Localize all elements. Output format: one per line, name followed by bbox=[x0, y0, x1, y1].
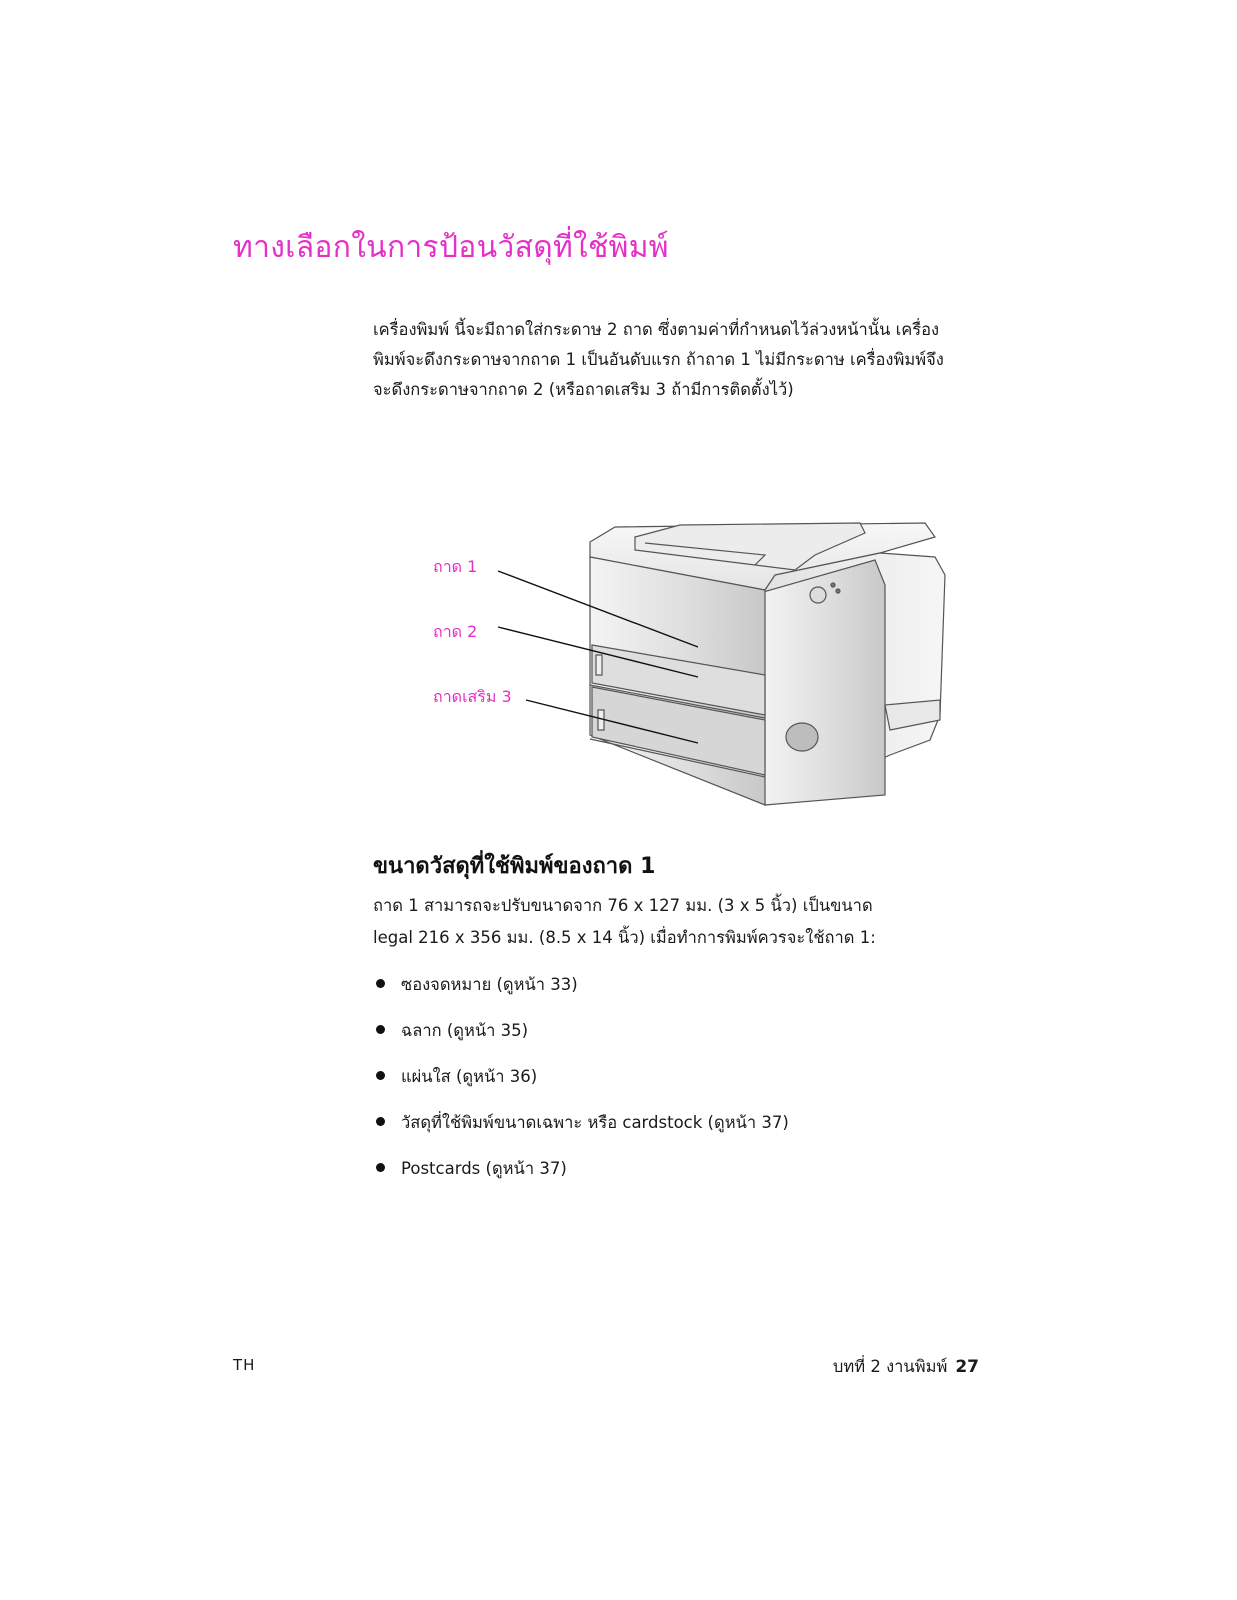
printer-figure bbox=[420, 515, 980, 815]
bullet-icon bbox=[376, 1071, 385, 1080]
list-item-text: Postcards (ดูหน้า 37) bbox=[401, 1159, 567, 1178]
list-item bbox=[373, 1154, 789, 1200]
intro-paragraph bbox=[373, 315, 983, 405]
footer-chapter: บทที่ 2 งานพิมพ์ bbox=[832, 1357, 948, 1376]
list-item-text: ฉลาก (ดูหน้า 35) bbox=[401, 1021, 529, 1040]
callout-tray-2: ถาด 2 bbox=[433, 622, 478, 641]
list-item-text: วัสดุที่ใช้พิมพ์ขนาดเฉพาะ หรือ cardstock (ดูหน้า 37) bbox=[401, 1113, 789, 1132]
bullet-icon bbox=[376, 1117, 385, 1126]
callout-tray-3: ถาดเสริม 3 bbox=[433, 687, 512, 706]
intro-line: เครื่องพิมพ์ นี้จะมีถาดใส่กระดาษ 2 ถาด ซึ่งตามค่าที่กำหนดไว้ล่วงหน้านั้น เครื่อง bbox=[373, 320, 940, 339]
printer-illustration bbox=[420, 515, 980, 815]
page-title: ทางเลือกในการป้อนวัสดุที่ใช้พิมพ์ bbox=[233, 230, 669, 265]
body-line: ถาด 1 สามารถจะปรับขนาดจาก 76 x 127 มม. (3 x 5 นิ้ว) เป็นขนาด bbox=[373, 896, 873, 915]
footer-page-info bbox=[833, 1354, 979, 1380]
footer-page-number: 27 bbox=[955, 1357, 979, 1377]
list-item-text: ซองจดหมาย (ดูหน้า 33) bbox=[401, 975, 578, 994]
bullet-icon bbox=[376, 1025, 385, 1034]
intro-line: จะดึงกระดาษจากถาด 2 (หรือถาดเสริม 3 ถ้ามีการติดตั้งไว้) bbox=[373, 380, 794, 399]
section-body bbox=[373, 890, 973, 954]
bullet-icon bbox=[376, 1163, 385, 1172]
list-item bbox=[373, 970, 789, 1016]
intro-line: พิมพ์จะดึงกระดาษจากถาด 1 เป็นอันดับแรก ถ้าถาด 1 ไม่มีกระดาษ เครื่องพิมพ์จึง bbox=[373, 350, 944, 369]
section-heading: ขนาดวัสดุที่ใช้พิมพ์ของถาด 1 bbox=[373, 854, 656, 879]
footer-language: TH bbox=[233, 1356, 256, 1374]
list-item bbox=[373, 1016, 789, 1062]
list-item-text: แผ่นใส (ดูหน้า 36) bbox=[401, 1067, 538, 1086]
body-line: legal 216 x 356 มม. (8.5 x 14 นิ้ว) เมื่อทำการพิมพ์ควรจะใช้ถาด 1: bbox=[373, 928, 876, 947]
list-item bbox=[373, 1062, 789, 1108]
bullet-icon bbox=[376, 979, 385, 988]
list-item bbox=[373, 1108, 789, 1154]
media-list bbox=[373, 970, 789, 1200]
callout-tray-1: ถาด 1 bbox=[433, 557, 478, 576]
